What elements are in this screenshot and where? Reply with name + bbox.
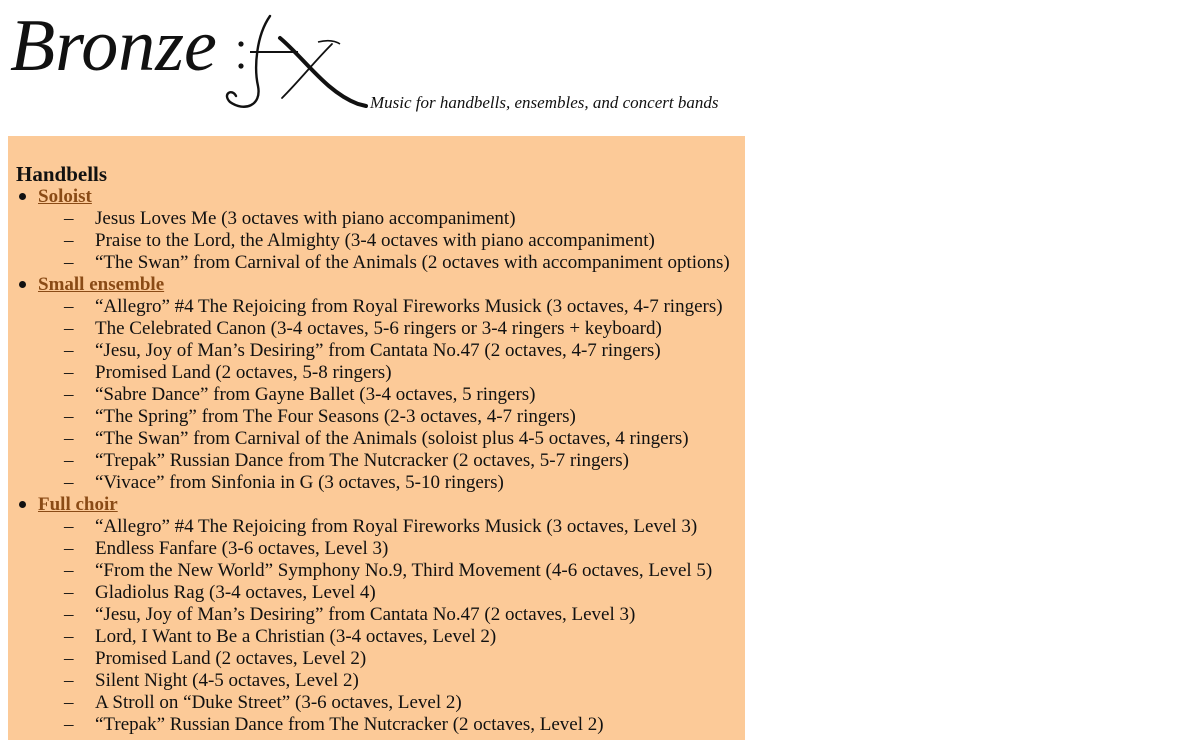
dash-icon: – bbox=[64, 516, 74, 537]
bullet-icon bbox=[19, 281, 26, 288]
category-heading bbox=[16, 494, 745, 516]
piece-item bbox=[64, 692, 745, 714]
piece-list bbox=[16, 208, 745, 274]
piece-item bbox=[64, 362, 745, 384]
piece-item bbox=[64, 296, 745, 318]
bullet-icon bbox=[19, 501, 26, 508]
dash-icon: – bbox=[64, 472, 74, 493]
piece-item bbox=[64, 384, 745, 406]
piece-item bbox=[64, 670, 745, 692]
piece-title: “Trepak” Russian Dance from The Nutcracker (2 octaves, Level 2) bbox=[95, 714, 604, 735]
category-link-small-ensemble[interactable]: Small ensemble bbox=[38, 274, 165, 295]
piece-title: “Vivace” from Sinfonia in G (3 octaves, 5-10 ringers) bbox=[95, 472, 504, 493]
piece-item bbox=[64, 406, 745, 428]
bronze-fx-logo bbox=[8, 6, 368, 112]
piece-item bbox=[64, 450, 745, 472]
dash-icon: – bbox=[64, 296, 74, 317]
piece-item bbox=[64, 560, 745, 582]
piece-item bbox=[64, 714, 745, 736]
piece-title: “The Swan” from Carnival of the Animals (soloist plus 4-5 octaves, 4 ringers) bbox=[95, 428, 689, 449]
category-group bbox=[16, 494, 745, 736]
dash-icon: – bbox=[64, 626, 74, 647]
piece-item bbox=[64, 582, 745, 604]
category-group bbox=[16, 274, 745, 494]
piece-title: Praise to the Lord, the Almighty (3-4 octaves with piano accompaniment) bbox=[95, 230, 655, 251]
piece-title: Promised Land (2 octaves, 5-8 ringers) bbox=[95, 362, 392, 383]
piece-title: Gladiolus Rag (3-4 octaves, Level 4) bbox=[95, 582, 376, 603]
site-logo[interactable] bbox=[8, 6, 368, 112]
piece-title: Endless Fanfare (3-6 octaves, Level 3) bbox=[95, 538, 389, 559]
piece-item bbox=[64, 648, 745, 670]
category-link-full-choir[interactable]: Full choir bbox=[38, 494, 118, 515]
piece-item bbox=[64, 516, 745, 538]
dash-icon: – bbox=[64, 318, 74, 339]
dash-icon: – bbox=[64, 362, 74, 383]
piece-title: “Sabre Dance” from Gayne Ballet (3-4 octaves, 5 ringers) bbox=[95, 384, 536, 405]
piece-item bbox=[64, 626, 745, 648]
piece-list bbox=[16, 296, 745, 494]
piece-list bbox=[16, 516, 745, 736]
piece-item bbox=[64, 604, 745, 626]
piece-title: “The Spring” from The Four Seasons (2-3 octaves, 4-7 ringers) bbox=[95, 406, 576, 427]
category-link-soloist[interactable]: Soloist bbox=[38, 186, 92, 207]
piece-title: “Trepak” Russian Dance from The Nutcracker (2 octaves, 5-7 ringers) bbox=[95, 450, 629, 471]
dash-icon: – bbox=[64, 670, 74, 691]
dash-icon: – bbox=[64, 582, 74, 603]
dash-icon: – bbox=[64, 384, 74, 405]
piece-item bbox=[64, 472, 745, 494]
piece-item bbox=[64, 252, 745, 274]
category-heading bbox=[16, 186, 745, 208]
category-group bbox=[16, 186, 745, 274]
piece-item bbox=[64, 208, 745, 230]
piece-title: Jesus Loves Me (3 octaves with piano accompaniment) bbox=[95, 208, 516, 229]
piece-title: “Jesu, Joy of Man’s Desiring” from Cantata No.47 (2 octaves, 4-7 ringers) bbox=[95, 340, 661, 361]
piece-title: “Allegro” #4 The Rejoicing from Royal Fireworks Musick (3 octaves, Level 3) bbox=[95, 516, 698, 537]
content-panel bbox=[8, 136, 745, 740]
dash-icon: – bbox=[64, 714, 74, 735]
piece-item bbox=[64, 230, 745, 252]
piece-item bbox=[64, 428, 745, 450]
dash-icon: – bbox=[64, 604, 74, 625]
category-heading bbox=[16, 274, 745, 296]
piece-item bbox=[64, 340, 745, 362]
dash-icon: – bbox=[64, 538, 74, 559]
site-tagline: Music for handbells, ensembles, and concert bands bbox=[370, 93, 719, 112]
dash-icon: – bbox=[64, 560, 74, 581]
piece-title: “From the New World” Symphony No.9, Third Movement (4-6 octaves, Level 5) bbox=[95, 560, 713, 581]
piece-title: The Celebrated Canon (3-4 octaves, 5-6 ringers or 3-4 ringers + keyboard) bbox=[95, 318, 662, 339]
dash-icon: – bbox=[64, 340, 74, 361]
bullet-icon bbox=[19, 193, 26, 200]
piece-title: “Allegro” #4 The Rejoicing from Royal Fireworks Musick (3 octaves, 4-7 ringers) bbox=[95, 296, 723, 317]
piece-title: Promised Land (2 octaves, Level 2) bbox=[95, 648, 367, 669]
logo-wordmark: Bronze bbox=[10, 6, 217, 87]
dash-icon: – bbox=[64, 648, 74, 669]
piece-item bbox=[64, 538, 745, 560]
dash-icon: – bbox=[64, 230, 74, 251]
section-title: Handbells bbox=[16, 162, 108, 186]
dash-icon: – bbox=[64, 692, 74, 713]
piece-title: Lord, I Want to Be a Christian (3-4 octaves, Level 2) bbox=[95, 626, 497, 647]
piece-title: A Stroll on “Duke Street” (3-6 octaves, Level 2) bbox=[95, 692, 462, 713]
category-list bbox=[16, 186, 745, 736]
dash-icon: – bbox=[64, 252, 74, 273]
dash-icon: – bbox=[64, 208, 74, 229]
dash-icon: – bbox=[64, 428, 74, 449]
piece-title: Silent Night (4-5 octaves, Level 2) bbox=[95, 670, 359, 691]
piece-title: “The Swan” from Carnival of the Animals (2 octaves with accompaniment options) bbox=[95, 252, 730, 273]
dash-icon: – bbox=[64, 406, 74, 427]
piece-item bbox=[64, 318, 745, 340]
piece-title: “Jesu, Joy of Man’s Desiring” from Cantata No.47 (2 octaves, Level 3) bbox=[95, 604, 636, 625]
dash-icon: – bbox=[64, 450, 74, 471]
